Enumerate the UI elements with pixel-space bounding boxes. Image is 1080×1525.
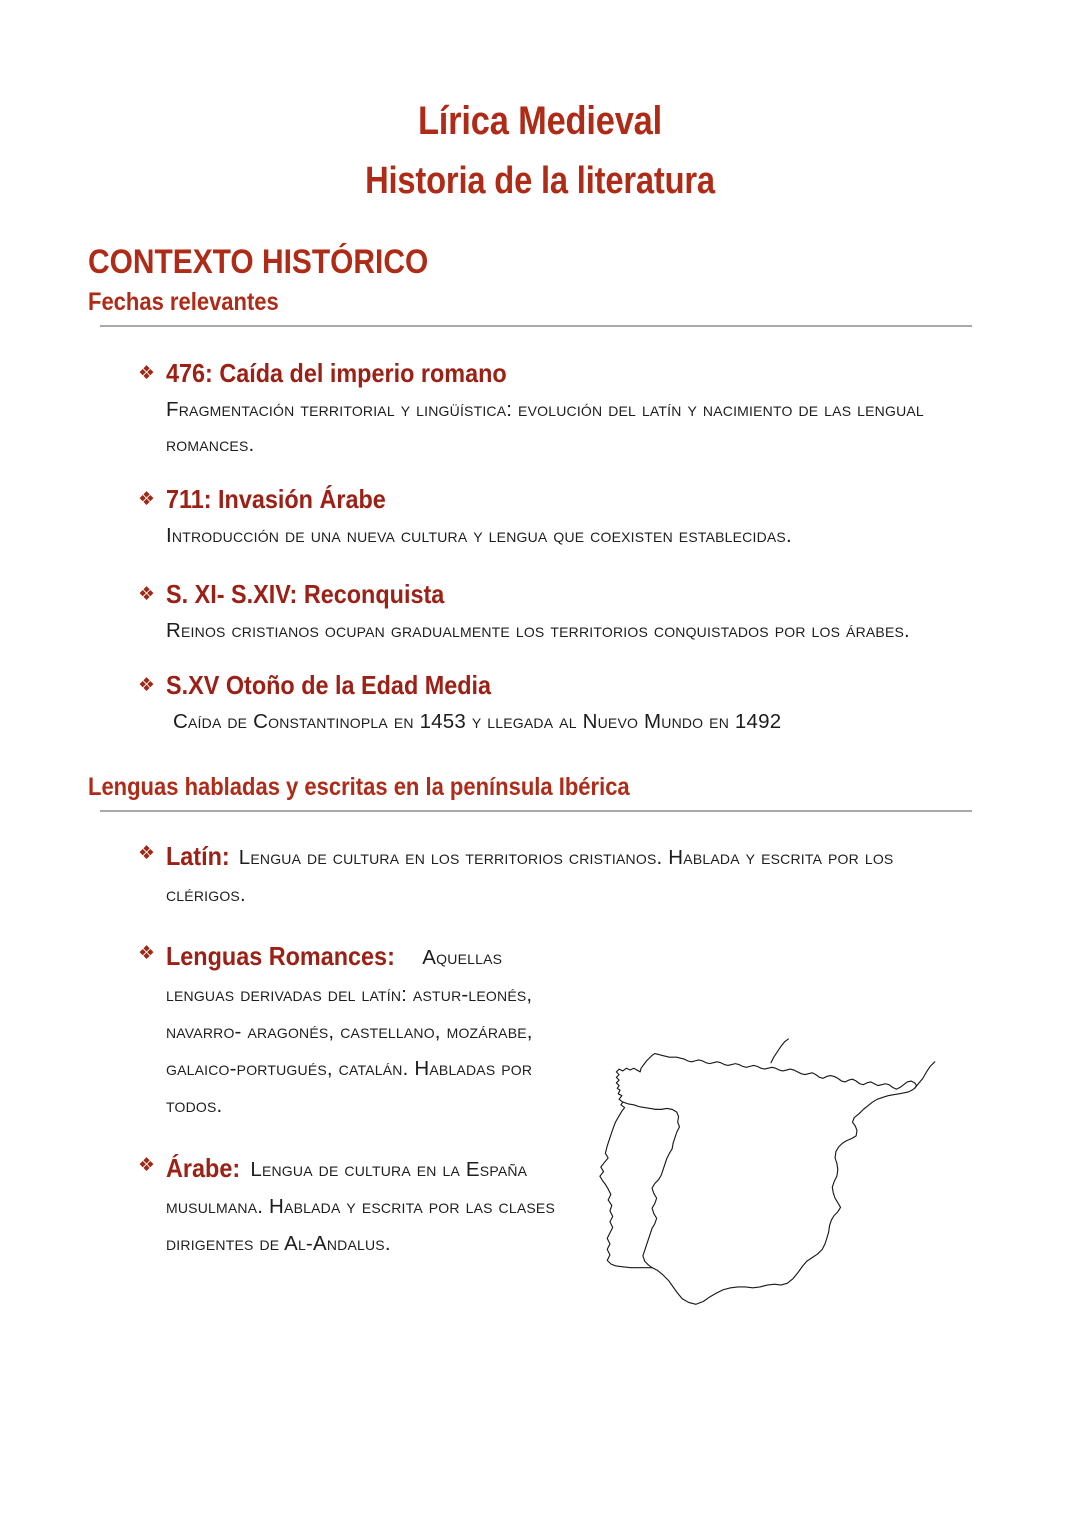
- list-item-text: [166, 838, 976, 913]
- list-item: [0, 670, 1080, 739]
- list-item-heading: S. XI- S.XIV: Reconquista: [166, 579, 445, 609]
- section-divider: [100, 325, 972, 327]
- list-item: [0, 579, 1080, 648]
- list-item-body: Lengua de cultura en la España musulmana. Hablada y escrita por las clases dirigentes de Al-Andalus.: [166, 1158, 555, 1255]
- diamond-bullet-icon: ❖: [138, 583, 156, 605]
- list-item-heading: 476: Caída del imperio romano: [166, 358, 507, 388]
- list-item-body: Aquellas lenguas derivadas del latín: astur-leonés, navarro- aragonés, castellano, mozárabe, galaico-portugués, catalán. Habladas por todos.: [166, 946, 533, 1117]
- section-subheading-fechas-relevantes: Fechas relevantes: [88, 288, 279, 316]
- section-subheading-lenguas: Lenguas habladas y escritas en la península Ibérica: [88, 773, 630, 801]
- list-item-heading: S.XV Otoño de la Edad Media: [166, 670, 492, 700]
- list-item-body: Introducción de una nueva cultura y lengua que coexisten establecidas.: [166, 524, 792, 547]
- list-item-text: [166, 1150, 566, 1262]
- document-title-secondary: Historia de la literatura: [365, 160, 715, 202]
- list-item-body: Caída de Constantinopla en 1453 y llegada al Nuevo Mundo en 1492: [173, 710, 782, 733]
- list-item: [0, 1150, 566, 1262]
- diamond-bullet-icon: ❖: [138, 488, 156, 510]
- list-item-heading: 711: Invasión Árabe: [166, 484, 386, 514]
- diamond-bullet-icon: ❖: [138, 842, 156, 864]
- list-item-label: Lenguas Romances:: [166, 941, 395, 971]
- list-item: [0, 838, 1080, 913]
- diamond-bullet-icon: ❖: [138, 1154, 156, 1176]
- list-item-body: Fragmentación territorial y lingüística: evolución del latín y nacimiento de las lengual romances.: [166, 398, 924, 456]
- list-item: [0, 484, 1080, 553]
- diamond-bullet-icon: ❖: [138, 942, 156, 964]
- list-item-label: Árabe:: [166, 1153, 241, 1183]
- list-item-text: [166, 938, 566, 1124]
- section-divider: [100, 810, 972, 812]
- list-item-body: Reinos cristianos ocupan gradualmente los territorios conquistados por los árabes.: [166, 619, 910, 642]
- list-item: [0, 358, 1080, 462]
- list-item-body: Lengua de cultura en los territorios cristianos. Hablada y escrita por los clérigos.: [166, 846, 894, 906]
- list-item: [0, 938, 566, 1124]
- fechas-relevantes-list: [0, 358, 1080, 739]
- diamond-bullet-icon: ❖: [138, 674, 156, 696]
- diamond-bullet-icon: ❖: [138, 362, 156, 384]
- document-title-primary: Lírica Medieval: [417, 99, 663, 143]
- list-item-label: Latín:: [166, 841, 230, 871]
- iberian-peninsula-map: [588, 1028, 954, 1328]
- section-contexto-historico: [0, 243, 1080, 739]
- section-heading-contexto-historico: CONTEXTO HISTÓRICO: [88, 243, 429, 281]
